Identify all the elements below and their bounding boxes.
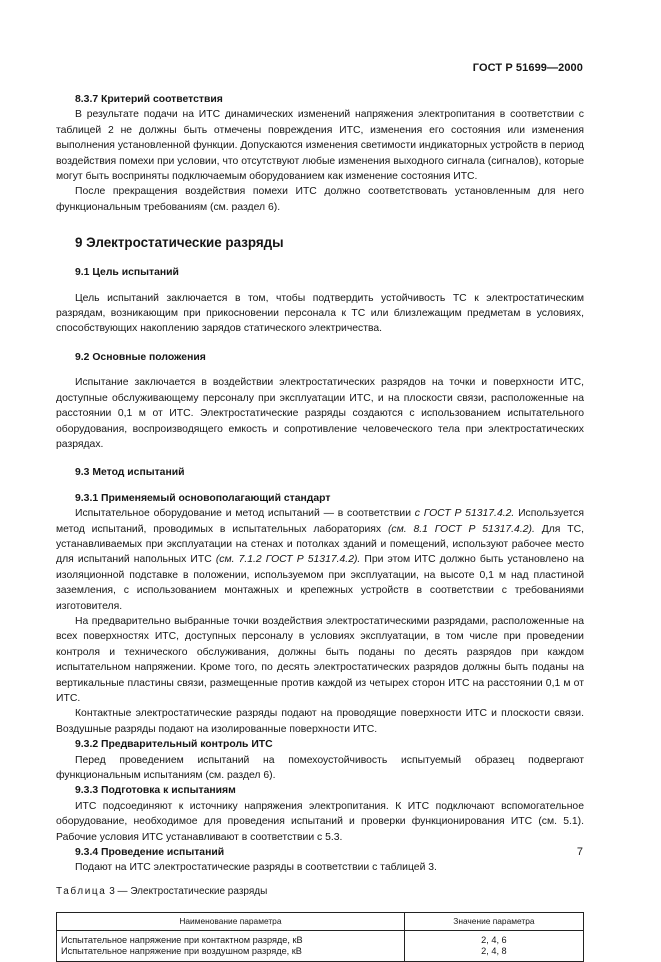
paragraph: Цель испытаний заключается в том, чтобы подтвердить устойчивость ТС к электростатическим разрядам, возникающим при прикосновении персонала к ТС или близлежащим предметам в условиях, способствующих накоплению зарядов статического электричества. — [56, 292, 584, 335]
table-caption-text: 3 — Электростатические разряды — [106, 885, 268, 897]
paragraph: ИТС подсоединяют к источнику напряжения электропитания. К ИТС подключают вспомогательное оборудование, необходимое для проведения испытаний и проверки функционирования ИТС (см. 5.1). Рабочие условия ИТС устанавливают в соответствии с 5.3. — [56, 800, 584, 843]
document-body — [56, 92, 584, 962]
table-row — [57, 931, 584, 962]
standard-reference: (см. 7.1.2 ГОСТ Р 51317.4.2). — [215, 554, 361, 566]
paragraph: Перед проведением испытаний на помехоустойчивость испытуемый образец подвергают функциональным испытаниям (см. раздел 6). — [56, 754, 584, 782]
parameter-value: 2, 4, 8 — [481, 946, 507, 957]
table-cell-parameters — [57, 931, 405, 962]
page-number: 7 — [576, 846, 583, 858]
paragraph-9-3-1-method — [56, 506, 584, 614]
parameters-table — [56, 912, 584, 962]
table-caption-word: Таблица — [56, 885, 107, 897]
paragraph: На предварительно выбранные точки воздействия электростатическими разрядами, расположенные на всех поверхностях ИТС, доступных персоналу в условиях эксплуатации, в том числе при проведении контроля и технического обслуживания, должны быть поданы по десять разрядов при каждом испытательном напряжении. Кроме того, по десять электростатических разрядов должны быть поданы на вертикальные пластины связи, размещенные против каждой из четырех сторон ИТС на расстоянии 0,1 м от ИТС. — [56, 615, 584, 704]
standard-reference: (см. 8.1 ГОСТ Р 51317.4.2). — [387, 523, 535, 535]
text-run: Для ТС, устанавливаемых при эксплуатации на стенах и потолках зданий и помещений, используют рабочее место для испытаний напольных ИТС — [56, 523, 584, 566]
document-id: ГОСТ Р 51699—2000 — [472, 62, 583, 74]
parameter-name: Испытательное напряжение при контактном разряде, кВ — [61, 935, 303, 946]
text-run: При этом ИТС должно быть установлено на изоляционной подставке в положении, используемом при эксплуатации, на высоте 0,1 м над пластиной заземления, с использованием монтажных и крепежных устройств в соответствии с требованиями изготовителя. — [56, 554, 584, 612]
heading-9-3-2: 9.3.2 Предварительный контроль ИТС — [75, 739, 273, 751]
heading-9-3-3: 9.3.3 Подготовка к испытаниям — [75, 785, 236, 797]
heading-9-3-1: 9.3.1 Применяемый основополагающий стандарт — [75, 492, 331, 504]
heading-9-3: 9.3 Метод испытаний — [75, 467, 185, 479]
paragraph: Подают на ИТС электростатические разряды в соответствии с таблицей 3. — [75, 862, 437, 874]
paragraph: Испытание заключается в воздействии электростатических разрядов на точки и поверхности ИТС, доступные обслуживающему персоналу при эксплуатации ИТС, и на плоскости связи, расположенные на расстоянии 0,1 м от ИТС. Электростатические разряды создаются с использованием испытательного оборудования, воспроизводящего емкость и сопротивление человеческого тела при электростатических разрядах. — [56, 377, 584, 450]
section-heading-9: 9 Электростатические разряды — [75, 235, 284, 251]
column-header-value: Значение параметра — [404, 913, 583, 931]
parameter-value: 2, 4, 6 — [481, 935, 507, 946]
standard-reference: с ГОСТ Р 51317.4.2. — [414, 508, 515, 520]
paragraph: В результате подачи на ИТС динамических изменений напряжения электропитания в соответствии с таблицей 2 не должны быть отмечены повреждения ИТС, изменения его состояния или изменения выполнения установленной функции. Допускаются изменения светимости индикаторных устройств в период воздействия помехи при условии, что отсутствуют любые изменения выходного сигнала (сигналов), которые могут быть восприняты подключаемым оборудованием как изменение состояния ИТС. — [56, 109, 584, 183]
table-header-row — [57, 913, 584, 931]
heading-9-2: 9.2 Основные положения — [75, 351, 206, 363]
paragraph: Контактные электростатические разряды подают на проводящие поверхности ИТС и плоскости связи. Воздушные разряды подают на изолированные поверхности ИТС. — [56, 708, 584, 735]
column-header-parameter: Наименование параметра — [57, 913, 405, 931]
text-run: Испытательное оборудование и метод испытаний — в соответствии — [75, 508, 415, 520]
table-caption — [56, 884, 584, 899]
paragraph: После прекращения воздействия помехи ИТС должно соответствовать установленным для него функциональным требованиям (см. раздел 6). — [56, 186, 584, 213]
text-run: Используется метод испытаний, проводимых в испытательных лабораториях — [56, 508, 585, 535]
heading-9-3-4: 9.3.4 Проведение испытаний — [75, 847, 225, 859]
table-cell-values — [404, 931, 583, 962]
parameter-name: Испытательное напряжение при воздушном разряде, кВ — [61, 946, 302, 957]
heading-9-1: 9.1 Цель испытаний — [75, 267, 179, 279]
heading-8-3-7: 8.3.7 Критерий соответствия — [75, 94, 223, 105]
